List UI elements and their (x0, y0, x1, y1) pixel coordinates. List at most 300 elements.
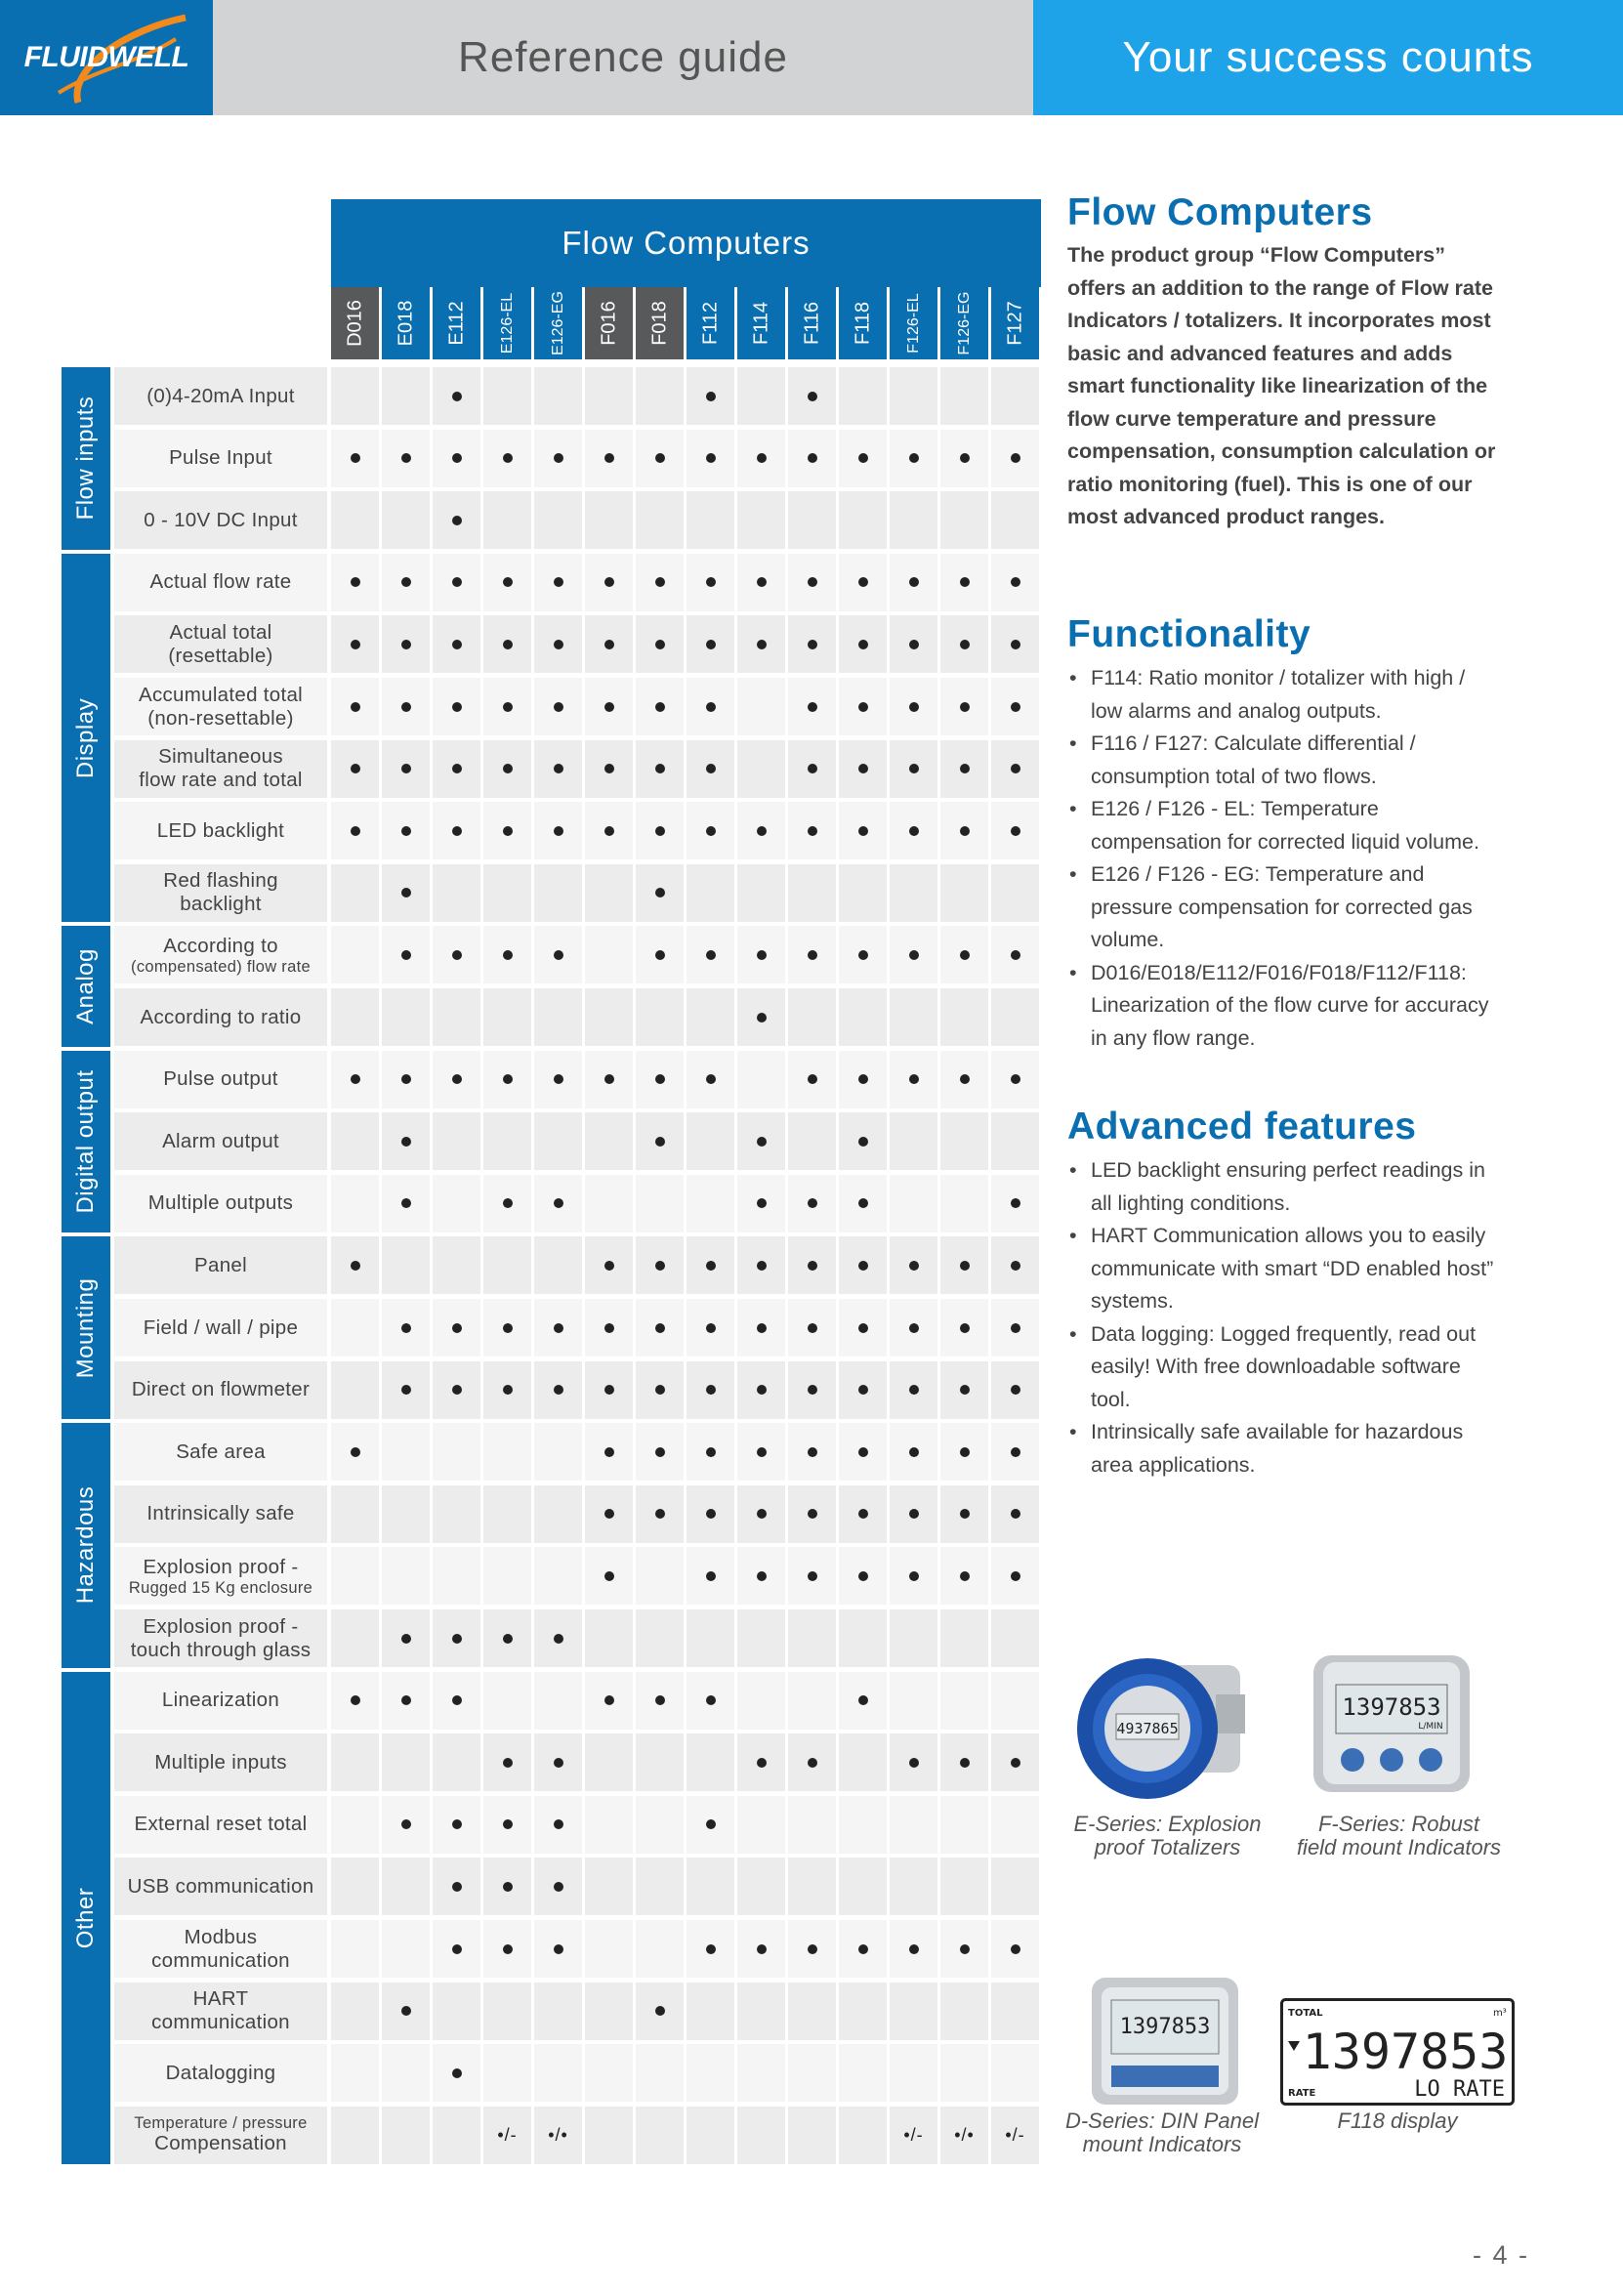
table-cell (940, 367, 988, 425)
table-cell (483, 864, 531, 922)
table-cell (382, 678, 430, 735)
table-cell (687, 678, 734, 735)
table-cell (687, 740, 734, 798)
table-cell (483, 740, 531, 798)
table-cell (737, 554, 785, 611)
table-cell (331, 1112, 379, 1170)
table-cell (940, 1423, 988, 1481)
row-group-label: Display (72, 697, 99, 778)
row-group-label: Analog (72, 948, 99, 1024)
table-cell (382, 1796, 430, 1854)
table-cell (534, 1236, 582, 1294)
row-label: According to ratio (114, 988, 327, 1046)
table-cell (839, 1547, 887, 1605)
f-series-caption: F-Series: Robust field mount Indicators (1296, 1812, 1502, 1859)
table-cell (687, 1361, 734, 1419)
row-group-label: Hazardous (72, 1486, 99, 1605)
table-cell (839, 1733, 887, 1791)
row-label: According to (compensated) flow rate (114, 926, 327, 983)
row-label: Panel (114, 1236, 327, 1294)
table-cell (636, 988, 684, 1046)
table-cell (687, 1983, 734, 2040)
table-cell (940, 1236, 988, 1294)
logo: FLUIDWELL (23, 41, 189, 73)
table-cell (890, 1983, 937, 2040)
table-cell (687, 430, 734, 487)
table-cell (382, 1112, 430, 1170)
table-cell (788, 1423, 836, 1481)
table-cell (737, 1299, 785, 1357)
row-label: External reset total (114, 1796, 327, 1854)
table-cell (991, 1858, 1039, 1915)
table-cell (839, 1858, 887, 1915)
table-cell (940, 1485, 988, 1543)
table-cell (788, 491, 836, 549)
table-cell (585, 1858, 633, 1915)
table-cell (534, 1920, 582, 1978)
table-cell (737, 1733, 785, 1791)
table-cell (483, 1299, 531, 1357)
f118-caption: F118 display (1337, 2108, 1458, 2133)
table-cell (737, 1112, 785, 1170)
table-cell (331, 1361, 379, 1419)
column-header (585, 287, 633, 359)
row-group-label: Flow inputs (72, 396, 99, 521)
table-cell (890, 988, 937, 1046)
list-item: • F114: Ratio monitor / totalizer with high / low alarms and analog outputs. (1067, 662, 1497, 728)
table-cell (585, 1485, 633, 1543)
table-cell (483, 615, 531, 673)
table-cell (331, 1051, 379, 1108)
lcd-total-label: TOTAL (1288, 2008, 1323, 2019)
table-cell (788, 554, 836, 611)
table-cell (382, 1920, 430, 1978)
table-cell (991, 1672, 1039, 1730)
table-cell (636, 802, 684, 859)
table-cell (636, 1423, 684, 1481)
f118-display-image (1280, 1998, 1515, 2106)
column-header (991, 287, 1039, 359)
table-cell (687, 926, 734, 983)
row-label: Temperature / pressure Compensation (114, 2107, 327, 2164)
table-cell (737, 1609, 785, 1667)
table-cell (636, 1672, 684, 1730)
row-label: Direct on flowmeter (114, 1361, 327, 1419)
row-label: Pulse output (114, 1051, 327, 1108)
table-cell (737, 1796, 785, 1854)
row-label: Pulse Input (114, 430, 327, 487)
table-cell (890, 1051, 937, 1108)
table-cell (788, 926, 836, 983)
list-item: • D016/E018/E112/F016/F018/F112/F118: Linearization of the flow curve for accuracy in any flow range. (1067, 957, 1497, 1056)
table-cell (839, 1361, 887, 1419)
table-cell (991, 1920, 1039, 1978)
table-cell (331, 864, 379, 922)
table-cell (890, 864, 937, 922)
table-cell (433, 1485, 480, 1543)
table-cell (687, 1672, 734, 1730)
table-cell (382, 430, 430, 487)
row-label: 0 - 10V DC Input (114, 491, 327, 549)
table-cell (433, 1672, 480, 1730)
table-cell (991, 1051, 1039, 1108)
advanced-features-list (1067, 1154, 1497, 1482)
table-cell (534, 1796, 582, 1854)
column-header (940, 287, 988, 359)
table-cell (382, 1051, 430, 1108)
column-header-label: F118 (852, 301, 873, 346)
table-cell (636, 1175, 684, 1232)
header-tagline: Your success counts (1033, 0, 1623, 115)
table-cell (788, 1175, 836, 1232)
column-header (433, 287, 480, 359)
list-item: • E126 / F126 - EG: Temperature and pressure compensation for corrected gas volume. (1067, 858, 1497, 957)
table-cell (991, 678, 1039, 735)
table-cell (483, 802, 531, 859)
table-cell (991, 554, 1039, 611)
table-cell (737, 1547, 785, 1605)
table-cell (331, 554, 379, 611)
table-cell (890, 367, 937, 425)
table-cell (890, 1423, 937, 1481)
table-cell (382, 864, 430, 922)
table-cell (636, 1609, 684, 1667)
table-cell (534, 554, 582, 611)
table-cell (839, 1672, 887, 1730)
table-cell (788, 430, 836, 487)
table-cell (433, 1609, 480, 1667)
table-cell (839, 1796, 887, 1854)
table-cell (839, 1299, 887, 1357)
table-cell (483, 1609, 531, 1667)
table-cell (382, 1236, 430, 1294)
table-cell (839, 367, 887, 425)
table-cell (788, 1361, 836, 1419)
table-cell (585, 740, 633, 798)
table-cell (940, 491, 988, 549)
table-cell (940, 554, 988, 611)
table-cell (687, 1609, 734, 1667)
e-series-product-image (1069, 1646, 1255, 1807)
table-cell (636, 1361, 684, 1419)
table-cell (636, 2107, 684, 2164)
table-cell (687, 1051, 734, 1108)
table-cell (483, 1485, 531, 1543)
f-series-reading: 1397853 (1342, 1693, 1441, 1721)
table-cell (940, 1920, 988, 1978)
table-cell (940, 740, 988, 798)
column-header (737, 287, 785, 359)
table-cell (839, 926, 887, 983)
table-cell (737, 2044, 785, 2102)
table-cell (534, 1051, 582, 1108)
table-cell (737, 615, 785, 673)
table-cell (839, 802, 887, 859)
table-cell (687, 615, 734, 673)
table-cell (483, 1236, 531, 1294)
list-item: • E126 / F126 - EL: Temperature compensation for corrected liquid volume. (1067, 793, 1497, 858)
table-cell (636, 1920, 684, 1978)
table-cell (991, 367, 1039, 425)
table-cell (737, 1236, 785, 1294)
table-cell (483, 926, 531, 983)
table-cell (382, 802, 430, 859)
table-cell (433, 1547, 480, 1605)
e-series-caption: E-Series: Explosion proof Totalizers (1073, 1812, 1262, 1859)
table-cell (331, 802, 379, 859)
table-cell (433, 1858, 480, 1915)
row-label: Actual flow rate (114, 554, 327, 611)
table-cell (687, 1175, 734, 1232)
table-cell (382, 1361, 430, 1419)
table-cell (382, 1485, 430, 1543)
table-cell (788, 1112, 836, 1170)
table-cell (687, 1112, 734, 1170)
row-label: LED backlight (114, 802, 327, 859)
table-cell (890, 1733, 937, 1791)
column-header-label: F126-EG (955, 291, 973, 355)
table-cell (839, 1920, 887, 1978)
list-item: • Data logging: Logged frequently, read out easily! With free downloadable software tool. (1067, 1318, 1497, 1417)
d-series-product-image (1082, 1973, 1248, 2109)
table-cell (331, 1547, 379, 1605)
table-cell (636, 2044, 684, 2102)
table-cell (788, 864, 836, 922)
table-cell (788, 1796, 836, 1854)
table-cell (839, 2044, 887, 2102)
table-cell (890, 1299, 937, 1357)
table-cell: •/- (483, 2107, 531, 2164)
table-cell (991, 1423, 1039, 1481)
row-label: Actual total (resettable) (114, 615, 327, 673)
table-cell (433, 678, 480, 735)
table-cell (839, 1423, 887, 1481)
table-cell (534, 988, 582, 1046)
lcd-lo-rate: LO RATE (1414, 2077, 1505, 2102)
column-header (534, 287, 582, 359)
table-cell (687, 864, 734, 922)
header-title: Reference guide (213, 0, 1033, 115)
column-header (788, 287, 836, 359)
table-cell (636, 1858, 684, 1915)
table-cell (534, 615, 582, 673)
table-cell (687, 1299, 734, 1357)
table-cell (534, 491, 582, 549)
table-cell (991, 430, 1039, 487)
table-cell (433, 491, 480, 549)
table-cell (687, 1485, 734, 1543)
list-item: • F116 / F127: Calculate differential / consumption total of two flows. (1067, 728, 1497, 793)
table-cell (636, 926, 684, 983)
table-cell (585, 1361, 633, 1419)
column-header-label: F112 (699, 301, 721, 346)
f-series-unit: L/MIN (1418, 1722, 1443, 1732)
table-cell (991, 1112, 1039, 1170)
table-cell (940, 678, 988, 735)
table-cell (737, 430, 785, 487)
column-header-label: F126-EL (904, 293, 922, 354)
table-cell (534, 1547, 582, 1605)
table-cell (991, 1547, 1039, 1605)
table-cell (382, 367, 430, 425)
table-cell (991, 802, 1039, 859)
row-label: Explosion proof - Rugged 15 Kg enclosure (114, 1547, 327, 1605)
table-cell (737, 678, 785, 735)
table-cell (991, 615, 1039, 673)
table-cell (382, 740, 430, 798)
table-cell (382, 1858, 430, 1915)
table-cell (433, 2107, 480, 2164)
table-cell (585, 1547, 633, 1605)
table-cell (585, 2107, 633, 2164)
table-cell (433, 554, 480, 611)
table-cell (687, 1423, 734, 1481)
table-cell (636, 554, 684, 611)
list-item: • LED backlight ensuring perfect readings in all lighting conditions. (1067, 1154, 1497, 1220)
table-cell (331, 491, 379, 549)
table-cell (534, 802, 582, 859)
table-cell (788, 1609, 836, 1667)
table-cell (433, 1236, 480, 1294)
table-cell (788, 678, 836, 735)
table-cell: •/• (534, 2107, 582, 2164)
table-cell (687, 1236, 734, 1294)
table-cell (483, 2044, 531, 2102)
table-cell (687, 367, 734, 425)
column-header-label: E126-EG (549, 291, 566, 355)
d-series-reading: 1397853 (1119, 2015, 1211, 2039)
table-cell (737, 1983, 785, 2040)
table-cell (433, 1796, 480, 1854)
table-cell (331, 1423, 379, 1481)
list-item: • HART Communication allows you to easily communicate with smart “DD enabled host” systems. (1067, 1220, 1497, 1318)
row-label: Multiple inputs (114, 1733, 327, 1791)
table-cell (382, 1175, 430, 1232)
table-cell (890, 2044, 937, 2102)
table-cell (382, 988, 430, 1046)
table-cell: •/• (940, 2107, 988, 2164)
row-label: Explosion proof - touch through glass (114, 1609, 327, 1667)
table-cell (890, 1361, 937, 1419)
table-cell (433, 2044, 480, 2102)
table-cell (788, 1983, 836, 2040)
table-cell (382, 1672, 430, 1730)
table-cell (788, 802, 836, 859)
table-cell (940, 1609, 988, 1667)
table-cell (890, 615, 937, 673)
table-cell (839, 1112, 887, 1170)
table-cell (534, 678, 582, 735)
table-cell (991, 1175, 1039, 1232)
column-header-label: F018 (648, 301, 670, 346)
table-cell (585, 430, 633, 487)
table-cell (940, 1299, 988, 1357)
row-group (62, 1672, 110, 2165)
table-cell (331, 1609, 379, 1667)
table-cell (331, 1920, 379, 1978)
table-cell (382, 2044, 430, 2102)
intro-paragraph: The product group “Flow Computers” offers an addition to the range of Flow rate Indicators / totalizers. It incorporates most basic and advanced features and adds smart functionality like linearization of the flow curve temperature and pressure compensation, consumption calculation or ratio monitoring (fuel). This is one of our most advanced product ranges. (1067, 243, 1496, 528)
table-cell (585, 1175, 633, 1232)
table-cell (636, 430, 684, 487)
table-cell (737, 802, 785, 859)
table-cell (839, 1485, 887, 1543)
table-cell (534, 1423, 582, 1481)
row-label: Modbus communication (114, 1920, 327, 1978)
table-cell (737, 1051, 785, 1108)
table-cell (839, 2107, 887, 2164)
row-group-label: Digital output (72, 1069, 99, 1214)
table-cell (433, 740, 480, 798)
table-cell (483, 491, 531, 549)
table-cell (991, 1236, 1039, 1294)
table-cell (890, 1485, 937, 1543)
table-cell (991, 1485, 1039, 1543)
table-cell (483, 430, 531, 487)
table-cell (788, 1547, 836, 1605)
table-cell (788, 2044, 836, 2102)
table-cell (788, 1858, 836, 1915)
table-cell (991, 1361, 1039, 1419)
table-cell (839, 1051, 887, 1108)
table-cell (890, 554, 937, 611)
table-cell (636, 1485, 684, 1543)
table-cell (382, 1609, 430, 1667)
table-cell (839, 864, 887, 922)
row-group-label: Other (72, 1887, 99, 1949)
table-cell (585, 615, 633, 673)
column-header (839, 287, 887, 359)
table-cell (382, 1547, 430, 1605)
table-cell (687, 2107, 734, 2164)
row-label: Linearization (114, 1672, 327, 1730)
table-cell (839, 1983, 887, 2040)
section-heading-functionality: Functionality (1067, 613, 1311, 655)
table-cell (585, 864, 633, 922)
table-cell (585, 1920, 633, 1978)
column-header-label: F127 (1004, 301, 1025, 346)
table-cell (839, 1236, 887, 1294)
table-cell (331, 1485, 379, 1543)
table-cell (483, 1361, 531, 1419)
table-cell (331, 926, 379, 983)
table-cell (585, 1051, 633, 1108)
table-cell (433, 926, 480, 983)
table-cell: •/- (890, 2107, 937, 2164)
table-cell (839, 988, 887, 1046)
row-label: Intrinsically safe (114, 1485, 327, 1543)
list-item: • Intrinsically safe available for hazardous area applications. (1067, 1416, 1497, 1482)
table-cell (331, 2107, 379, 2164)
table-cell (534, 430, 582, 487)
table-cell (483, 554, 531, 611)
table-cell (483, 1983, 531, 2040)
table-cell (737, 1920, 785, 1978)
table-cell (585, 1112, 633, 1170)
column-header-label: D016 (344, 300, 365, 347)
table-cell (534, 1858, 582, 1915)
row-label: Field / wall / pipe (114, 1299, 327, 1357)
table-cell (433, 1175, 480, 1232)
lcd-rate-label: RATE (1288, 2088, 1316, 2099)
table-cell (940, 1796, 988, 1854)
table-cell (737, 1423, 785, 1481)
table-cell (687, 802, 734, 859)
table-cell (788, 740, 836, 798)
table-cell (433, 802, 480, 859)
table-cell (585, 1796, 633, 1854)
column-header (483, 287, 531, 359)
